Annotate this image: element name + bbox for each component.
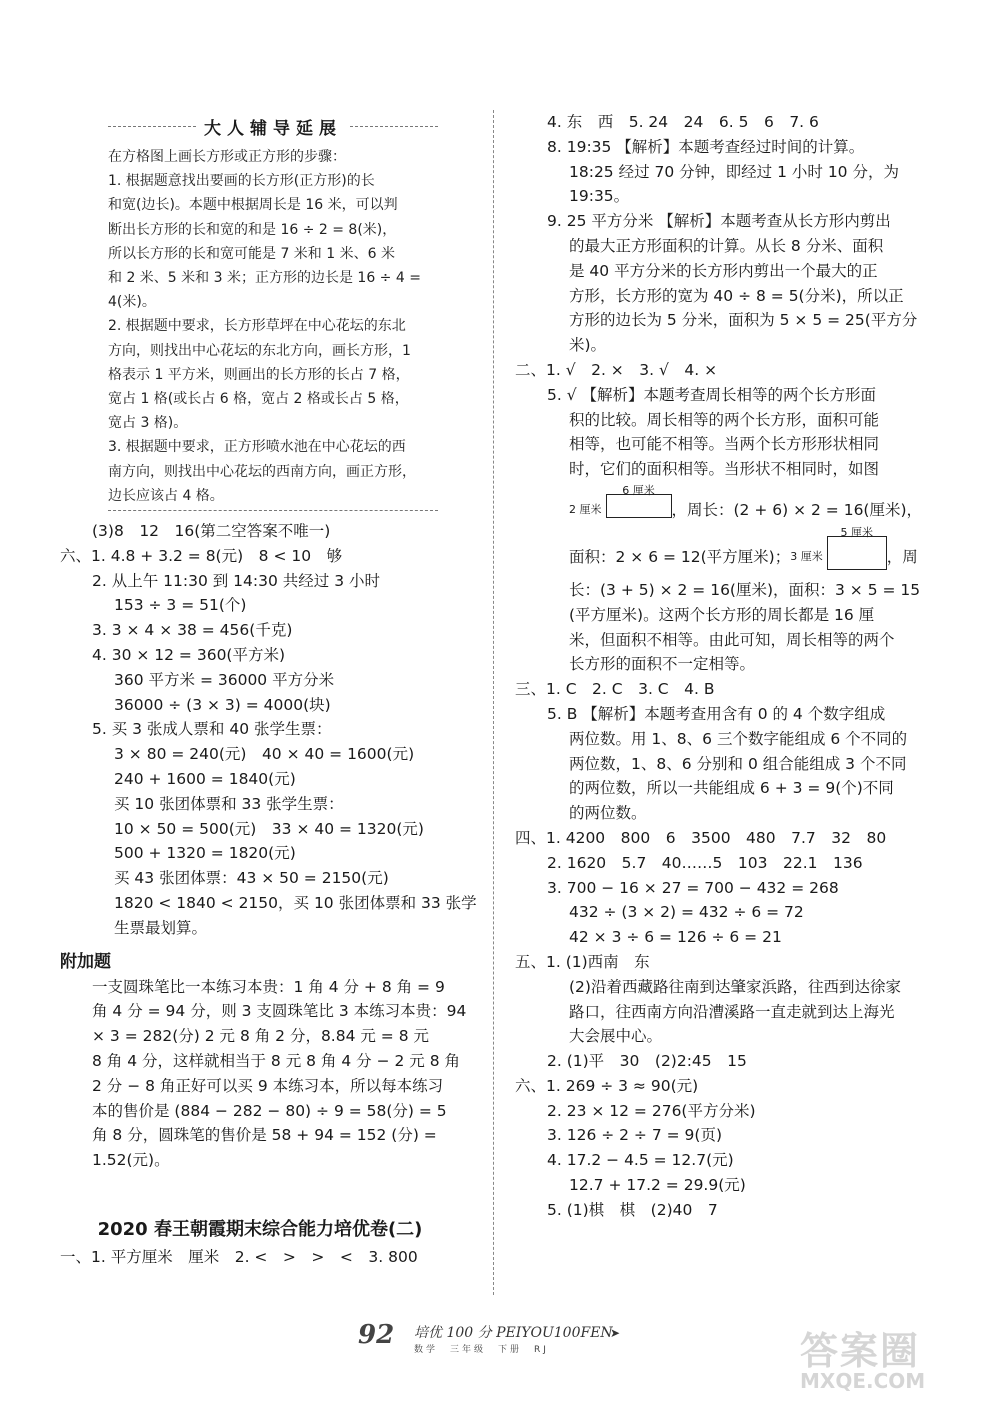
- answer-line: 360 平方米 = 36000 平方分米: [114, 670, 335, 689]
- answer-line: 买 10 张团体票和 33 张学生票：: [114, 794, 344, 813]
- answer-line: 5. (1)棋 棋 (2)40 7: [547, 1200, 718, 1219]
- answer-line: 2. 从上午 11:30 到 14:30 共经过 3 小时: [92, 571, 380, 590]
- answer-line: 4. 17.2 − 4.5 = 12.7(元): [547, 1151, 734, 1170]
- answer-line: 的两位数，所以一共能组成 6 + 3 = 9(个)不同: [569, 779, 894, 798]
- answer-line: 3. 126 ÷ 2 ÷ 7 = 9(页): [547, 1126, 723, 1145]
- answer-line: 大会展中心。: [569, 1027, 663, 1046]
- answer-line: (2)沿着西藏路往南到达肇家浜路，往西到达徐家: [569, 977, 901, 996]
- answer-line: 时，它们的面积相等。当形状不相同时，如图: [569, 460, 880, 479]
- answer-line: 米，但面积不相等。由此可知，周长相等的两个: [569, 630, 895, 649]
- rect1-top-label: 6 厘米: [622, 484, 655, 498]
- watermark-text: 答案圈: [800, 1329, 921, 1373]
- answer-line: 长：(3 + 5) × 2 = 16(厘米)，面积：3 × 5 = 15: [569, 580, 921, 599]
- answer-line: 153 ÷ 3 = 51(个): [114, 596, 247, 615]
- answer-line: (3)8 12 16(第二空答案不唯一): [92, 522, 331, 541]
- rect2-before-text: 面积：2 × 6 = 12(平方厘米)；: [569, 547, 791, 566]
- answer-line: 是 40 平方分米的长方形内剪出一个最大的正: [569, 261, 878, 280]
- brand-name: 培优 100 分 PEIYOU100FEN: [414, 1325, 613, 1341]
- watermark-url: MXQE.COM: [800, 1369, 926, 1393]
- answer-line: 二、1. √ 2. × 3. √ 4. ×: [515, 360, 718, 379]
- answer-line: 方形，长方形的宽为 40 ÷ 8 = 5(分米)，所以正: [569, 286, 904, 305]
- answer-line: 3 × 80 = 240(元) 40 × 40 = 1600(元): [114, 745, 415, 764]
- answer-line: 两位数，1、8、6 分别和 0 组合能组成 3 个不同: [569, 754, 907, 773]
- rect2-after-text: ，周: [886, 547, 918, 566]
- answer-line: 角 4 分 = 94 分，则 3 支圆珠笔比 3 本练习本贵：94: [92, 1002, 467, 1021]
- answer-line: 路口，往西南方向沿漕溪路一直走就到达上海光: [569, 1002, 895, 1021]
- answer-line: 9. 25 平方分米 【解析】本题考查从长方形内剪出: [547, 212, 891, 231]
- answer-line: 240 + 1600 = 1840(元): [114, 770, 296, 789]
- answer-line: 2. 23 × 12 = 276(平方分米): [547, 1101, 756, 1120]
- answer-line: 12.7 + 17.2 = 29.9(元): [569, 1176, 746, 1195]
- answer-line: 两位数。用 1、8、6 三个数字能组成 6 个不同的: [569, 729, 908, 748]
- answer-line: 4. 东 西 5. 24 24 6. 5 6 7. 6: [547, 113, 819, 131]
- bonus-content: [60, 975, 480, 1173]
- guide-title: 大人辅导延展: [204, 119, 342, 139]
- answer-line: (平方厘米)。这两个长方形的周长都是 16 厘: [569, 605, 875, 624]
- guide-line: 宽占 1 格(或长占 6 格，宽占 2 格或长占 5 格，: [108, 391, 409, 408]
- guide-line: 断出长方形的长和宽的和是 16 ÷ 2 = 8(米)，: [108, 221, 397, 238]
- rect1-side-label: 2 厘米: [569, 502, 602, 516]
- guide-line: 和宽(边长)。本题中根据周长是 16 米，可以判: [108, 197, 398, 214]
- guide-box: [108, 145, 438, 508]
- right-answers-top: [515, 110, 955, 482]
- guide-line: 南方向，则找出中心花坛的西南方向，画正方形，: [108, 463, 416, 480]
- answer-line: 长方形的面积不一定相等。: [569, 655, 756, 674]
- right-answers-bottom: [515, 578, 955, 1223]
- answer-line: 三、1. C 2. C 3. C 4. B: [515, 680, 715, 699]
- answer-line: 1820 < 1840 < 2150，买 10 张团体票和 33 张学: [114, 894, 477, 912]
- guide-line: 方向，则找出中心花坛的东北方向，画长方形，1: [108, 342, 411, 359]
- page-footer: [350, 1318, 650, 1362]
- bonus-title: 附加题: [60, 951, 111, 972]
- answer-line: 8. 19:35 【解析】本题考查经过时间的计算。: [547, 137, 865, 156]
- answer-line: 六、1. 269 ÷ 3 ≈ 90(元): [515, 1076, 699, 1095]
- answer-line: 3. 3 × 4 × 38 = 456(千克): [92, 621, 293, 640]
- answer-line: 生票最划算。: [114, 918, 208, 937]
- answer-line: 19:35。: [569, 187, 630, 206]
- answer-line: 本的售价是 (884 − 282 − 80) ÷ 9 = 58(分) = 5: [92, 1101, 447, 1120]
- answer-line: 2 分 − 8 角正好可以买 9 本练习本，所以每本练习: [92, 1076, 444, 1095]
- guide-line: 1. 根据题意找出要画的长方形(正方形)的长: [108, 173, 375, 190]
- right-column: [515, 110, 955, 1223]
- answer-line: 相等，也可能不相等。当两个长方形形状相同: [569, 435, 880, 454]
- answer-line: 5. 买 3 张成人票和 40 张学生票：: [92, 720, 332, 739]
- left-column: [60, 110, 480, 1270]
- guide-line: 3. 根据题中要求，正方形喷水池在中心花坛的西: [108, 439, 406, 456]
- answer-line: 1.52(元)。: [92, 1151, 170, 1170]
- guide-line: 4(米)。: [108, 294, 156, 311]
- answer-line: 五、1. (1)西南 东: [515, 952, 650, 971]
- rect2-top-label: 5 厘米: [840, 526, 873, 540]
- guide-line: 在方格图上画长方形或正方形的步骤：: [108, 149, 346, 165]
- answer-line: 18:25 经过 70 分钟，即经过 1 小时 10 分，为: [569, 162, 899, 181]
- answer-line: 的最大正方形面积的计算。从长 8 分米、面积: [569, 236, 884, 255]
- exam-title: 2020 春王朝霞期末综合能力培优卷(二): [97, 1218, 423, 1240]
- answer-line: 8 角 4 分，这样就相当于 8 元 8 角 4 分 − 2 元 8 角: [92, 1051, 460, 1070]
- guide-line: 2. 根据题中要求，长方形草坪在中心花坛的东北: [108, 318, 406, 335]
- rect-example-2: [515, 526, 955, 574]
- rect2-side-label: 3 厘米: [790, 549, 823, 563]
- left-answers: [60, 519, 480, 941]
- answer-line: 米)。: [569, 336, 607, 355]
- answer-line: 4. 30 × 12 = 360(平方米): [92, 646, 286, 665]
- answer-line: 的两位数。: [569, 804, 647, 823]
- watermark-logo: [800, 1320, 990, 1395]
- answer-line: 10 × 50 = 500(元) 33 × 40 = 1320(元): [114, 819, 424, 838]
- guide-line: 和 2 米、5 米和 3 米；正方形的边长是 16 ÷ 4 =: [108, 270, 421, 287]
- answer-line: 42 × 3 ÷ 6 = 126 ÷ 6 = 21: [569, 928, 782, 947]
- answer-line: 四、1. 4200 800 6 3500 480 7.7 32 80: [515, 828, 887, 847]
- book-subtitle: 数学 三年级 下册 RJ: [414, 1345, 549, 1355]
- guide-line: 格表示 1 平方米，则画出的长方形的长占 7 格，: [108, 366, 410, 383]
- answer-line: 买 43 张团体票：43 × 50 = 2150(元): [114, 869, 389, 888]
- arrow-icon: ➤: [610, 1326, 621, 1340]
- answer-line: 5. B 【解析】本题考查用含有 0 的 4 个数字组成: [547, 704, 886, 723]
- answer-line: 六、1. 4.8 + 3.2 = 8(元) 8 < 10 够: [60, 546, 343, 565]
- answer-line: 36000 ÷ (3 × 3) = 4000(块): [114, 695, 331, 714]
- page-number: 92: [358, 1320, 395, 1350]
- answer-line: × 3 = 282(分) 2 元 8 角 2 分，8.84 元 = 8 元: [92, 1027, 430, 1046]
- guide-line: 边长应该占 4 格。: [108, 487, 224, 504]
- answer-line: 角 8 分，圆珠笔的售价是 58 + 94 = 152 (分) =: [92, 1126, 437, 1145]
- answer-line: 500 + 1320 = 1820(元): [114, 844, 296, 863]
- column-divider: [493, 110, 494, 1295]
- answer-line: 方形的边长为 5 分米，面积为 5 × 5 = 25(平方分: [569, 311, 918, 330]
- answer-line: 2. (1)平 30 (2)2:45 15: [547, 1052, 747, 1071]
- rect-example-1: [515, 484, 955, 524]
- answer-line: 2. 1620 5.7 40……5 103 22.1 136: [547, 853, 863, 872]
- answer-line: 3. 700 − 16 × 27 = 700 − 432 = 268: [547, 878, 839, 897]
- guide-line: 宽占 3 格)。: [108, 415, 188, 432]
- guide-header: [108, 114, 438, 139]
- answer-line: 一支圆珠笔比一本练习本贵：1 角 4 分 + 8 角 = 9: [92, 977, 445, 996]
- answer-line: 432 ÷ (3 × 2) = 432 ÷ 6 = 72: [569, 903, 804, 922]
- answer-line: 5. √ 【解析】本题考查周长相等的两个长方形面: [547, 385, 877, 404]
- guide-line: 所以长方形的长和宽可能是 7 米和 1 米、6 米: [108, 245, 395, 262]
- answer-line: 积的比较。周长相等的两个长方形，面积可能: [569, 410, 880, 429]
- rect1-perimeter-text: ，周长：(2 + 6) × 2 = 16(厘米)，: [671, 500, 923, 519]
- exam-first-answer: 一、1. 平方厘米 厘米 2. < > > < 3. 800: [60, 1247, 418, 1266]
